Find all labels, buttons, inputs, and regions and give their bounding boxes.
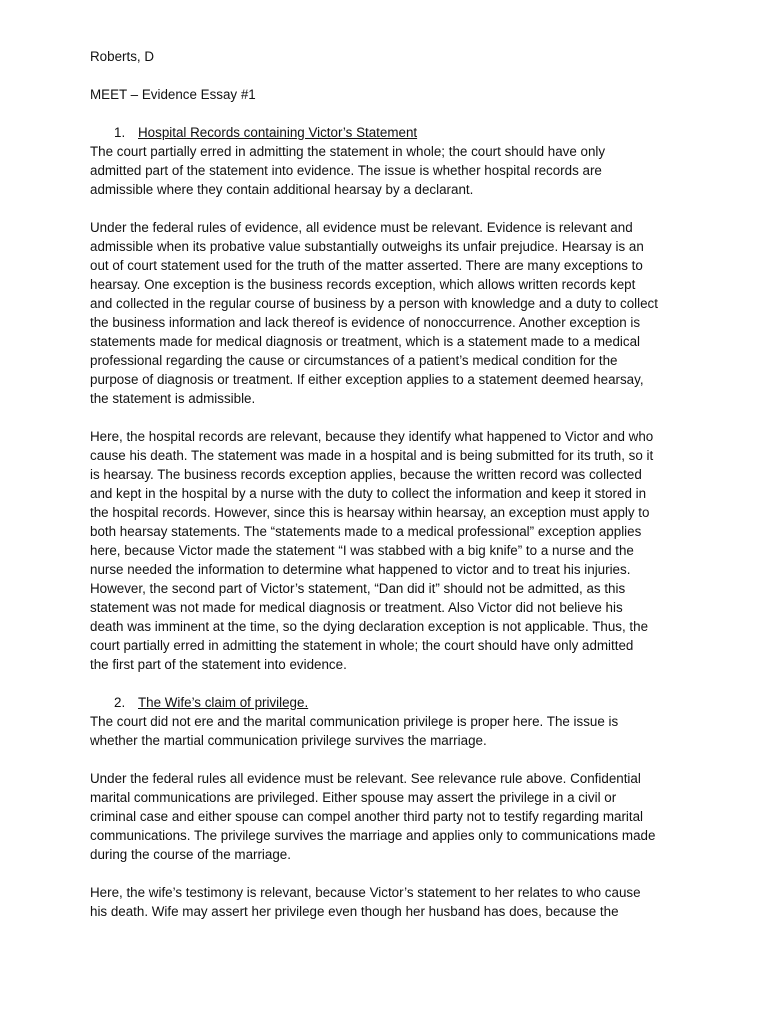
text-line: the business information and lack thereof is evidence of nonoccurrence. Another exception is bbox=[90, 315, 641, 330]
text-line: the hospital records. However, since this is hearsay within hearsay, an exception must apply to bbox=[90, 505, 650, 520]
text-line: court partially erred in admitting the statement in whole; the court should have only admitted bbox=[90, 638, 634, 653]
section-title: Hospital Records containing Victor’s Statement bbox=[138, 125, 418, 140]
paragraph bbox=[90, 769, 690, 864]
text-line: Here, the wife’s testimony is relevant, because Victor’s statement to her relates to who cause bbox=[90, 885, 641, 900]
text-line: death was imminent at the time, so the dying declaration exception is not applicable. Thus, the bbox=[90, 619, 649, 634]
text-line: and kept in the hospital by a nurse with the duty to collect the information and keep it stored in bbox=[90, 486, 647, 501]
text-line: whether the martial communication privilege survives the marriage. bbox=[90, 733, 487, 748]
paragraph bbox=[90, 218, 690, 408]
text-line: out of court statement used for the truth of the matter asserted. There are many exceptions to bbox=[90, 258, 643, 273]
text-line: cause his death. The statement was made in a hospital and is being submitted for its truth, so it bbox=[90, 448, 654, 463]
section-heading bbox=[90, 123, 690, 142]
paragraph bbox=[90, 883, 690, 921]
text-line: criminal case and either spouse can compel another third party not to testify regarding marital bbox=[90, 809, 644, 824]
text-line: the statement is admissible. bbox=[90, 391, 256, 406]
text-line: his death. Wife may assert her privilege even though her husband has does, because the bbox=[90, 904, 619, 919]
text-line: Under the federal rules of evidence, all evidence must be relevant. Evidence is relevant and bbox=[90, 220, 633, 235]
document-body bbox=[90, 47, 690, 940]
text-line: hearsay. One exception is the business records exception, which allows written records kept bbox=[90, 277, 636, 292]
text-line: statement was not made for medical diagnosis or treatment. Also Victor did not believe his bbox=[90, 600, 623, 615]
text-line: The court partially erred in admitting the statement in whole; the court should have only bbox=[90, 144, 606, 159]
paragraph bbox=[90, 427, 690, 674]
author-line: Roberts, D bbox=[90, 49, 154, 64]
text-line: The court did not ere and the marital communication privilege is proper here. The issue is bbox=[90, 714, 619, 729]
section-heading bbox=[90, 693, 690, 712]
text-line: professional regarding the cause or circumstances of a patient’s medical condition for the bbox=[90, 353, 618, 368]
section-number: 1. bbox=[114, 125, 126, 140]
text-line: admitted part of the statement into evidence. The issue is whether hospital records are bbox=[90, 163, 602, 178]
text-line: is hearsay. The business records exception applies, because the written record was collected bbox=[90, 467, 642, 482]
text-line: communications. The privilege survives the marriage and applies only to communications made bbox=[90, 828, 656, 843]
section-number: 2. bbox=[114, 695, 126, 710]
paragraph bbox=[90, 142, 690, 199]
text-line: during the course of the marriage. bbox=[90, 847, 291, 862]
text-line: purpose of diagnosis or treatment. If either exception applies to a statement deemed hearsay, bbox=[90, 372, 644, 387]
text-line: admissible where they contain additional hearsay by a declarant. bbox=[90, 182, 474, 197]
text-line: the first part of the statement into evidence. bbox=[90, 657, 347, 672]
text-line: However, the second part of Victor’s statement, “Dan did it” should not be admitted, as this bbox=[90, 581, 626, 596]
text-line: here, because Victor made the statement “I was stabbed with a big knife” to a nurse and the bbox=[90, 543, 634, 558]
text-line: both hearsay statements. The “statements made to a medical professional” exception applies bbox=[90, 524, 642, 539]
text-line: Here, the hospital records are relevant, because they identify what happened to Victor and who bbox=[90, 429, 654, 444]
section-title: The Wife’s claim of privilege. bbox=[138, 695, 309, 710]
text-line: nurse needed the information to determine what happened to victor and to treat his injuries. bbox=[90, 562, 631, 577]
text-line: and collected in the regular course of business by a person with knowledge and a duty to collect bbox=[90, 296, 658, 311]
text-line: marital communications are privileged. Either spouse may assert the privilege in a civil or bbox=[90, 790, 617, 805]
text-line: admissible when its probative value substantially outweighs its unfair prejudice. Hearsay is an bbox=[90, 239, 644, 254]
text-line: Under the federal rules all evidence must be relevant. See relevance rule above. Confidential bbox=[90, 771, 641, 786]
paragraph bbox=[90, 712, 690, 750]
text-line: statements made for medical diagnosis or treatment, which is a statement made to a medical bbox=[90, 334, 641, 349]
essay-title: MEET – Evidence Essay #1 bbox=[90, 87, 256, 102]
